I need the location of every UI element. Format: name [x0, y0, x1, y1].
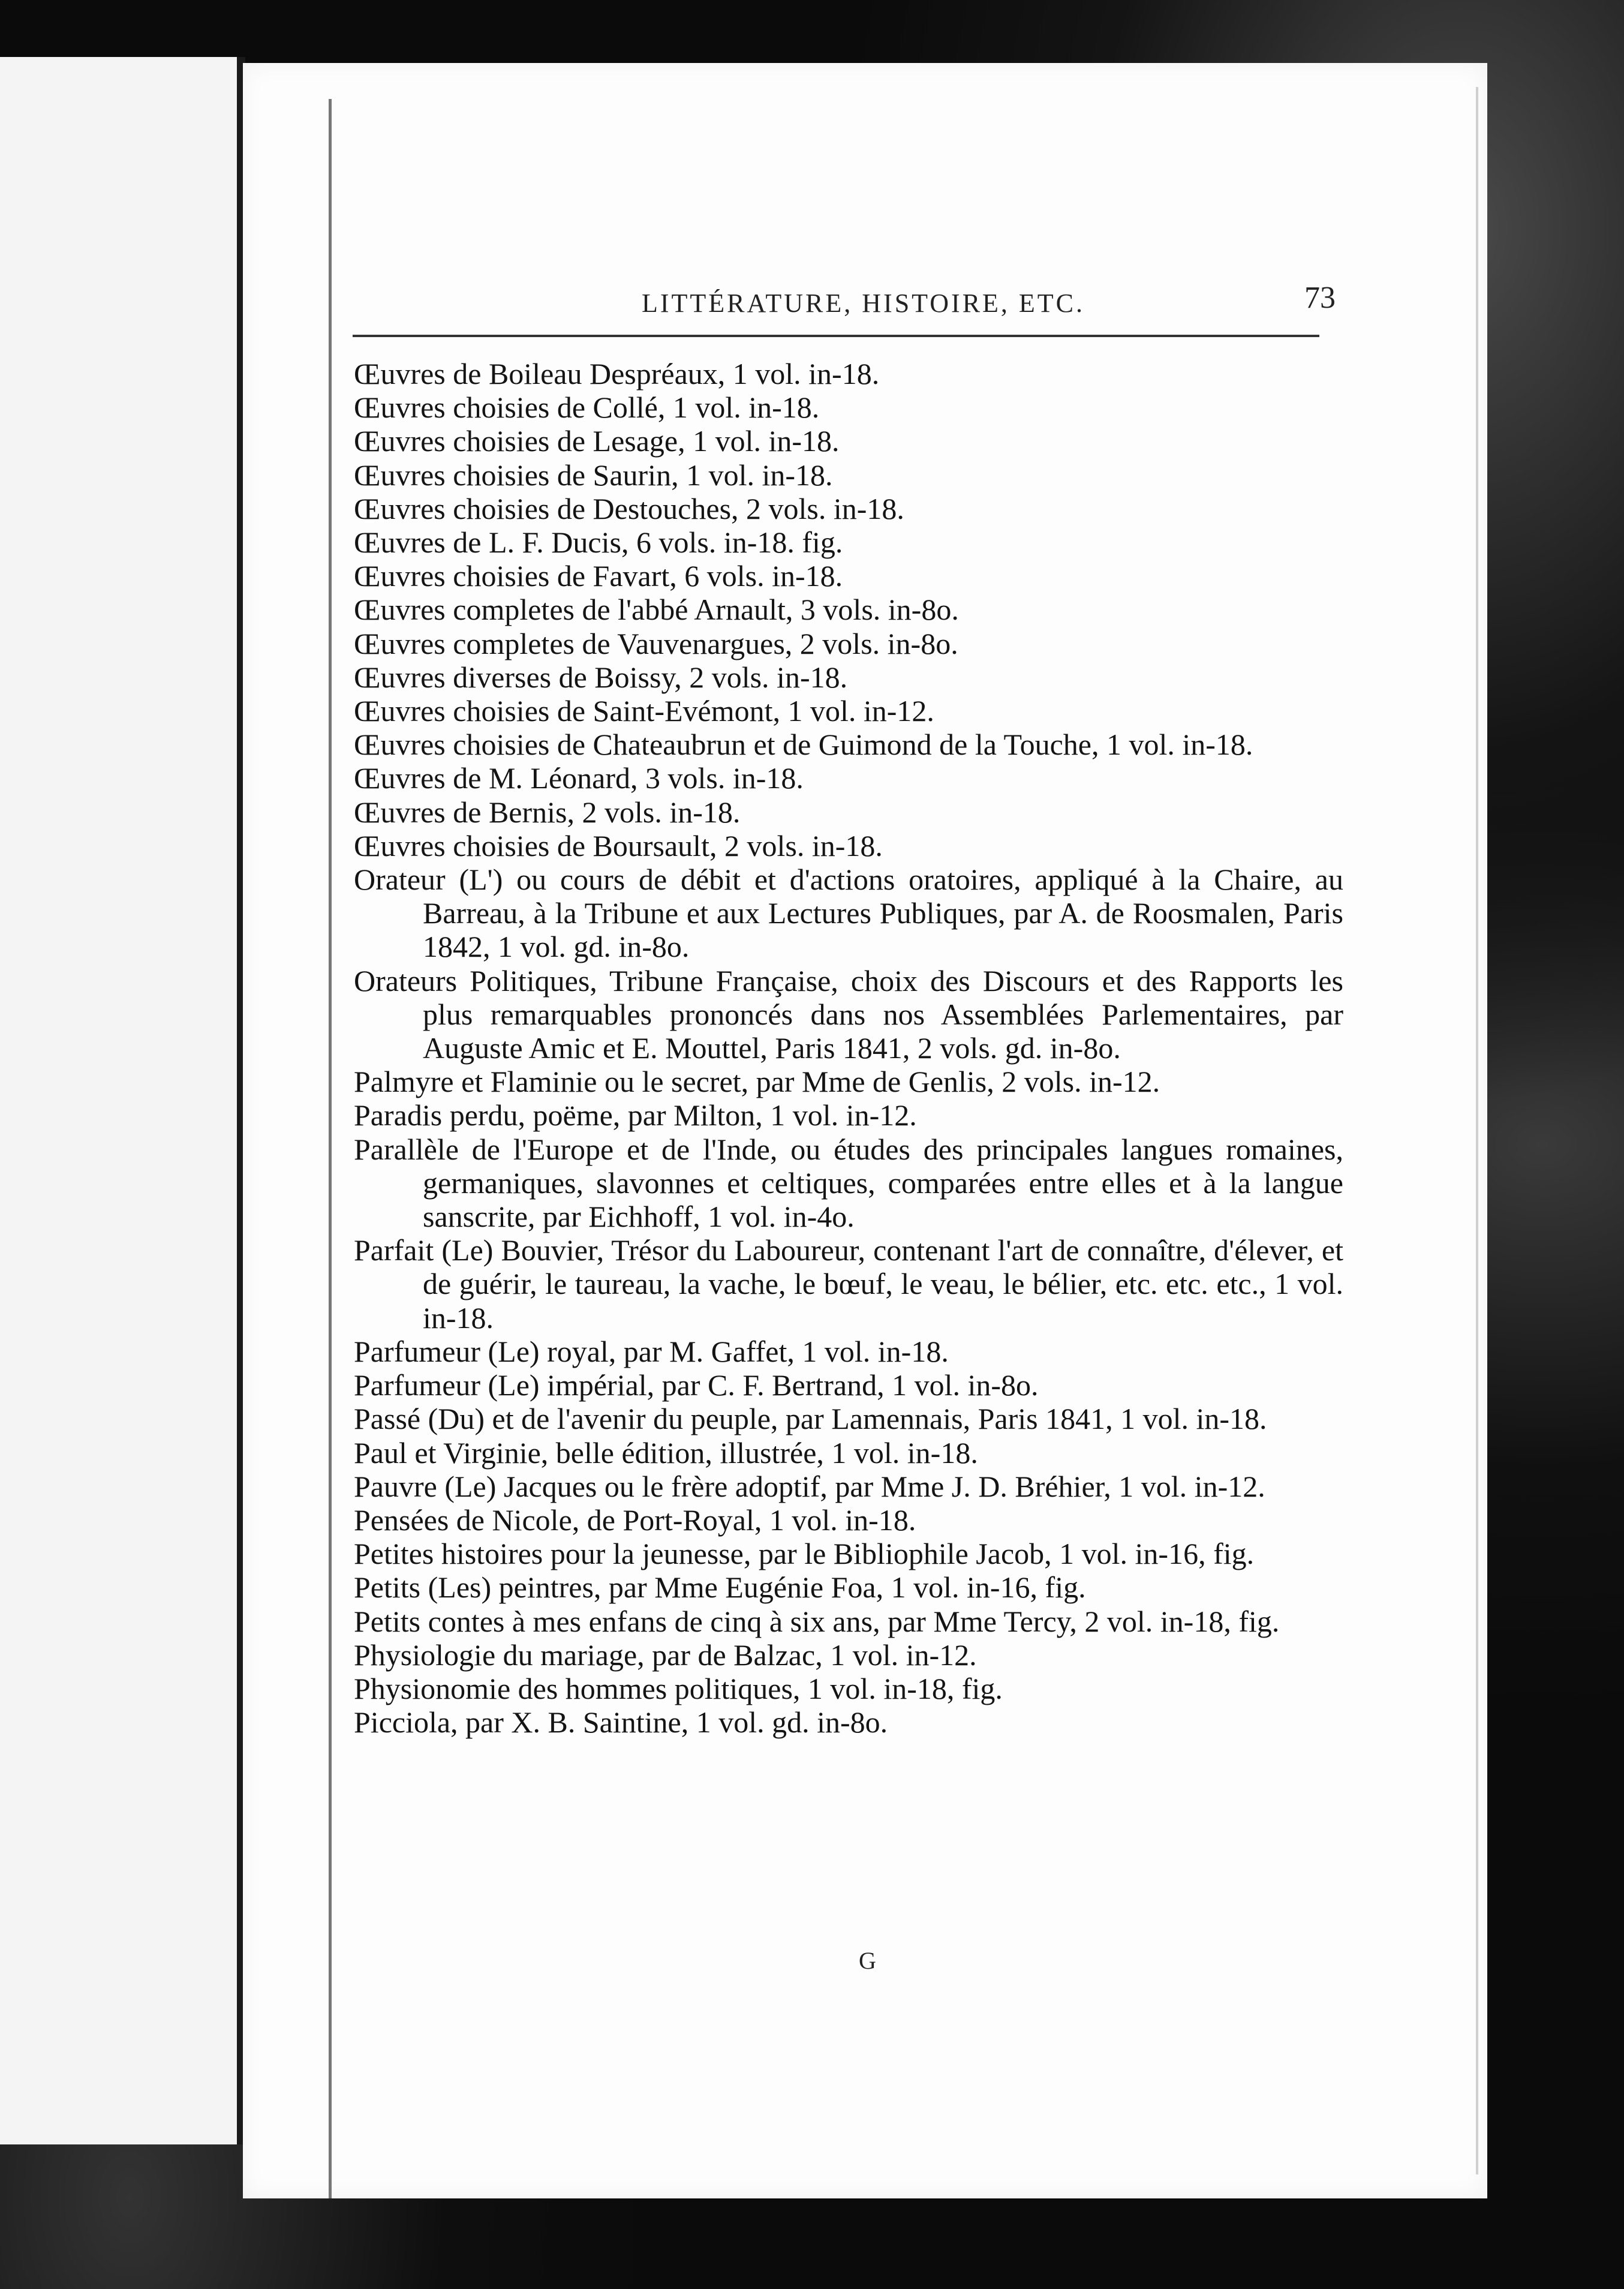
catalogue-entry: Parfumeur (Le) royal, par M. Gaffet, 1 vol. in-18. [354, 1334, 949, 1368]
catalogue-entry: Œuvres choisies de Saint-Evémont, 1 vol. in-12. [354, 694, 934, 728]
book-page [243, 63, 1487, 2198]
catalogue-entry: Œuvres completes de Vauvenargues, 2 vols. in-8o. [354, 626, 958, 660]
header-rule [353, 335, 1319, 337]
signature-mark: G [859, 1947, 876, 1974]
catalogue-entry: Œuvres choisies de Lesage, 1 vol. in-18. [354, 424, 840, 458]
catalogue-entry: Œuvres choisies de Saurin, 1 vol. in-18. [354, 458, 833, 492]
catalogue-entry: Œuvres de L. F. Ducis, 6 vols. in-18. fig. [354, 525, 843, 560]
catalogue-entry: Œuvres de Bernis, 2 vols. in-18. [354, 795, 741, 829]
catalogue-entry: Picciola, par X. B. Saintine, 1 vol. gd. in-8o. [354, 1705, 888, 1740]
catalogue-entry: Œuvres choisies de Destouches, 2 vols. in-18. [354, 491, 904, 525]
catalogue-entry: Petites histoires pour la jeunesse, par le Bibliophile Jacob, 1 vol. in-16, fig. [354, 1537, 1255, 1571]
page-gutter-line [329, 99, 332, 2198]
catalogue-entry: Œuvres diverses de Boissy, 2 vols. in-18. [354, 660, 848, 694]
catalogue-entries [354, 357, 1343, 1739]
catalogue-entry: Œuvres completes de l'abbé Arnault, 3 vols. in-8o. [354, 593, 959, 627]
catalogue-entry: Parallèle de l'Europe et de l'Inde, ou études des principales langues romaines, germaniques, slavonnes et celtiques, comparées entre elles et à la langue sanscrite, par Eichhoff, 1 vol. in-4o. [354, 1132, 1343, 1234]
catalogue-entry: Orateur (L') ou cours de débit et d'actions oratoires, appliqué à la Chaire, au Barreau, à la Tribune et aux Lectures Publiques, par A. de Roosmalen, Paris 1842, 1 vol. gd. in-8o. [354, 863, 1343, 964]
facing-page-blank [0, 57, 245, 2144]
catalogue-entry: Parfumeur (Le) impérial, par C. F. Bertrand, 1 vol. in-8o. [354, 1368, 1039, 1402]
catalogue-entry: Physiologie du mariage, par de Balzac, 1 vol. in-12. [354, 1638, 977, 1672]
catalogue-entry: Œuvres de Boileau Despréaux, 1 vol. in-18. [354, 357, 880, 390]
catalogue-entry: Physionomie des hommes politiques, 1 vol. in-18, fig. [354, 1671, 1003, 1705]
catalogue-entry: Œuvres choisies de Boursault, 2 vols. in-18. [354, 828, 883, 863]
catalogue-entry: Passé (Du) et de l'avenir du peuple, par Lamennais, Paris 1841, 1 vol. in-18. [354, 1402, 1267, 1436]
catalogue-entry: Œuvres choisies de Favart, 6 vols. in-18. [354, 559, 843, 593]
catalogue-entry: Petits contes à mes enfans de cinq à six ans, par Mme Tercy, 2 vol. in-18, fig. [354, 1604, 1280, 1638]
catalogue-entry: Petits (Les) peintres, par Mme Eugénie Foa, 1 vol. in-16, fig. [354, 1570, 1086, 1605]
catalogue-entry: Paul et Virginie, belle édition, illustrée, 1 vol. in-18. [354, 1435, 978, 1470]
catalogue-entry: Orateurs Politiques, Tribune Française, choix des Discours et des Rapports les plus remarquables prononcés dans nos Assemblées Parlementaires, par Auguste Amic et E. Mouttel, Paris 1841, 2 vols. gd. in-8o. [354, 963, 1343, 1065]
catalogue-entry: Pauvre (Le) Jacques ou le frère adoptif, par Mme J. D. Bréhier, 1 vol. in-12. [354, 1469, 1265, 1503]
catalogue-entry: Œuvres de M. Léonard, 3 vols. in-18. [354, 761, 804, 795]
catalogue-entry: Œuvres choisies de Collé, 1 vol. in-18. [354, 390, 820, 425]
catalogue-entry: Palmyre et Flaminie ou le secret, par Mme de Genlis, 2 vols. in-12. [354, 1065, 1160, 1099]
catalogue-entry: Paradis perdu, poëme, par Milton, 1 vol. in-12. [354, 1098, 917, 1133]
page-edge-line [1476, 87, 1478, 2174]
page-number: 73 [1304, 281, 1336, 315]
catalogue-entry: Pensées de Nicole, de Port-Royal, 1 vol. in-18. [354, 1503, 916, 1537]
running-head: LITTÉRATURE, HISTOIRE, ETC. [642, 289, 1085, 318]
catalogue-entry: Parfait (Le) Bouvier, Trésor du Laboureur, contenant l'art de connaître, d'élever, et de guérir, le taureau, la vache, le bœuf, le veau, le bélier, etc. etc. etc., 1 vol. in-18. [354, 1233, 1343, 1335]
catalogue-entry: Œuvres choisies de Chateaubrun et de Guimond de la Touche, 1 vol. in-18. [354, 728, 1253, 762]
